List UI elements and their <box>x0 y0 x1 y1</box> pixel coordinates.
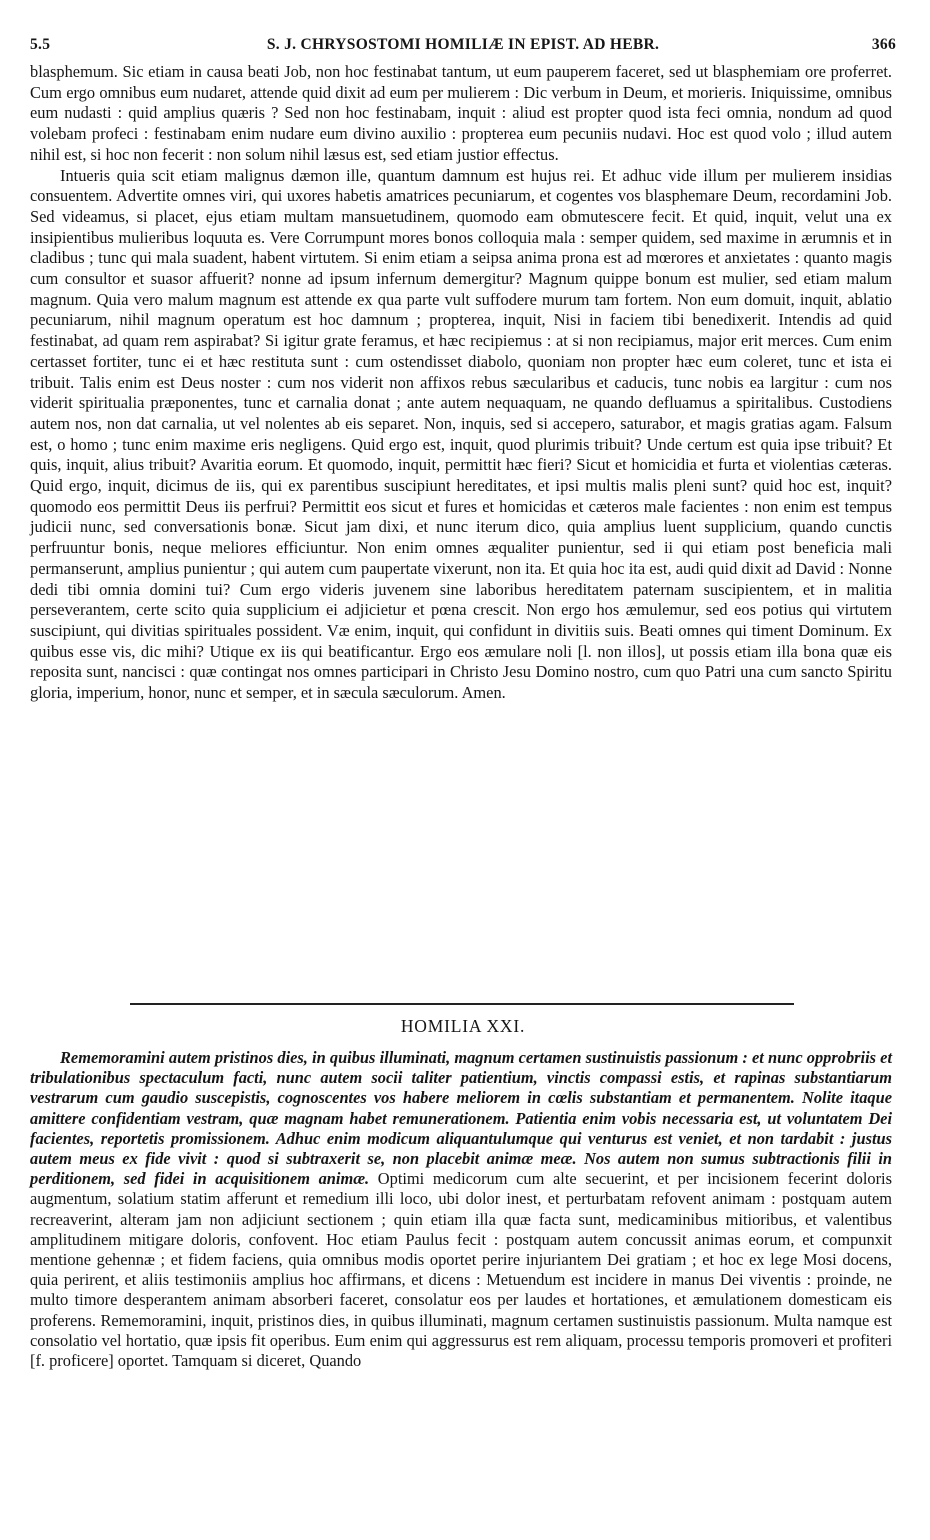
page-number: 366 <box>871 36 896 53</box>
section-divider <box>130 1003 794 1005</box>
paragraph: Intueris quia scit etiam malignus dæmon ille, quantum damnum est hujus rei. Et adhuc vide illum per mulierem insidias consuentem. Advertite omnes viri, qui uxores habetis amatrices pecuniarum, et cogentes vos blasphemare Deum, recordamini Job. Sed videamus, si placet, ejus etiam multam mansuetudinem, quomodo eam obmutescere fecit. Et quid, inquit, velut una ex insipientibus mulieribus loquuta es. Vere Corrumpunt mores bonos colloquia mala : semper quidem, sed maxime in ærumnis et in cladibus ; tunc qui mala suadent, habent virtutem. Si enim etiam a seipsa anima prona est ad mœrores et anxietates : quanto magis cum consultor et suasor affuerit? nonne ad ipsum infernum demergitur? Magnum quippe bonum est mulier, sed etiam malum magnum. Quia vero malum magnum est attende ex qua parte vult suffodere murum tam fortem. Non eum domuit, inquit, ablatio pecuniarum, nihil magnum operatum est hoc damnum ; propterea, inquit, Nisi in faciem tibi benedixerit. Intendis ad quid festinabat, ad quam rem aspirabat? Si igitur grate feramus, et hæc recipiemus : at si non recipiamus, major erit merces. Cum enim certasset fortiter, tunc ei et hæc restituta sunt : cum ostendisset diabolo, quoniam non propter hæc eum coleret, tunc et ista ei tribuit. Talis enim est Deus noster : cum nos viderit non affixos rebus sæcularibus et caducis, tunc nobis ea largitur : cum nos viderit spiritualia præponentes, tunc et carnalia donat ; ante autem nequaquam, ne quando defluamus a spiritalibus. Custodiens autem nos, non dat carnalia, ut vel nolentes ab eis separet. Non, inquis, sed si accepero, saturabor, et magis gratias agam. Falsum est, o homo ; tunc enim maxime eris negligens. Quid ergo est, inquit, quod plurimis tribuit? Unde certum est quia ipse tribuit? Et quis, inquit, alius tribuit? Avaritia eorum. Et quomodo, inquit, permittit hæc fieri? Sicut et homicidia et furta et violentias cæteras. Quid ergo, inquit, dicimus de iis, qui ex parentibus suscipiunt hereditates, et ipsi multis malis pleni sunt? quid hoc est, inquit? quomodo eos permittit Deus iis perfrui? Permittit eos sicut et fures et homicidas et cæteros male facientes : non enim est tempus judicii nunc, sed conversationis bonæ. Sicut jam dixi, et nunc iterum dico, quia amplius luent supplicium, quando cunctis perfruuntur bonis, neque meliores efficiuntur. Non enim omnes æqualiter punientur, sed ii qui etiam post beneficia mali permanserunt, amplius punientur ; qui autem cum paupertate vixerunt, non ita. Et quia hoc ita est, audi quid dixit ad David : Nonne dedi tibi omnia domini tui? Cum ergo videris juvenem sine laboribus hereditatem paternam suscipientem, et in malitia perseverantem, certe scito quia supplicium ei adjicietur et pœna crescit. Non ergo hos æmulemur, sed eos potius qui virtutem suscipiunt, qui divitias spirituales possident. Væ enim, inquit, qui confidunt in divitiis suis. Beati omnes qui timent Dominum. Ex quibus esse vis, dic mihi? Utique ex iis qui beatificantur. Ergo eos æmulare noli [l. non illos], ut possis etiam illa bona quæ eis reposita sunt, nancisci : quæ contingat nos omnes participari in Christo Jesu Domino nostro, cum quo Patri una cum sancto Spiritu gloria, imperium, honor, nunc et semper, et in sæcula sæculorum. Amen. <box>30 165 892 703</box>
previous-homily-conclusion <box>30 62 892 704</box>
running-header <box>30 36 896 60</box>
homily-body <box>30 1048 892 1371</box>
scripture-passage: Rememoramini autem pristinos dies, in quibus illuminati, magnum certamen sustinuistis passionum : et nunc opprobriis et tribulationibus spectaculum facti, nunc autem socii taliter patientium, vinctis compassi estis, et rapinas substantiarum vestrarum cum gaudio suscepistis, cognoscentes vos habere meliorem in cœlis substantiam et permanentem. Nolite itaque amittere confidentiam vestram, quæ magnam habet remunerationem. Patientia enim vobis necessaria est, ut voluntatem Dei facientes, reportetis promissionem. Adhuc enim modicum aliquantulumque qui venturus est veniet, et non tardabit : justus autem meus ex fide vivit : quod si subtraxerit se, non placebit animæ meæ. Nos autem non sumus subtractionis filii in perditionem, sed fidei in acquisitionem animæ. <box>30 1048 892 1189</box>
paragraph: blasphemum. Sic etiam in causa beati Job, non hoc festinabat tantum, ut eum pauperem faceret, sed ut blasphemiam ore proferret. Cum ergo omnibus eum nudaret, attende quid dixit ad eum per mulierem : Dic verbum in Deum, et morieris. Iniquissime, omnibus eum nudasti : quid amplius quæris ? Sed non hoc festinabam, inquit : aliud est propter quod ista feci omnia, nondum ad quod volebam profeci : festinabam enim nudare eum divino auxilio : propterea eum pecuniis nudavi. Hoc est quod volo ; illud autem nihil est, si hoc non fecerit : non solum nihil læsus est, sed etiam justior effectus. <box>30 62 892 164</box>
folio-left: 5.5 <box>30 36 51 53</box>
homily-heading: HOMILIA XXI. <box>400 1016 526 1036</box>
commentary-passage: Optimi medicorum cum alte secuerint, et per incisionem fecerint doloris augmentum, solatium statim afferunt et remedium illi loco, ubi dolor inest, et perturbatam refovent animam : postquam autem recreaverint, alteram jam non adjiciunt sectionem ; quin etiam illa quæ facta sunt, medicaminibus mitioribus, et valentibus amplitudinem mitigare doloris, confovent. Hoc etiam Paulus fecit : postquam autem concussit animas eorum, et compunxit mentione gehennæ ; et fidem faciens, quia omnibus modis oportet perire injuriantem Dei gratiam ; et hoc ex lege Mosi docens, quia perirent, et aliis testimoniis amplius hoc affirmans, et dicens : Metuendum est incidere in manus Dei viventis : proinde, ne multo timore desperantem animam absorberi faceret, consolatur eos per laudes et hortationes, et æmulationem domesticam eis proferens. Rememoramini, inquit, pristinos dies, in quibus illuminati, magnum certamen sustinuistis passionum. Multa namque est consolatio vel hortatio, quæ ipsis fit operibus. Eum enim qui aggressurus est rem aliquam, processu temporis promoveri et profiteri [f. proficere] oportet. Tamquam si diceret, Quando <box>30 1169 892 1371</box>
running-title: S. J. CHRYSOSTOMI HOMILIÆ IN EPIST. AD HEBR. <box>266 36 660 53</box>
homily-opening-paragraph <box>30 1048 892 1371</box>
